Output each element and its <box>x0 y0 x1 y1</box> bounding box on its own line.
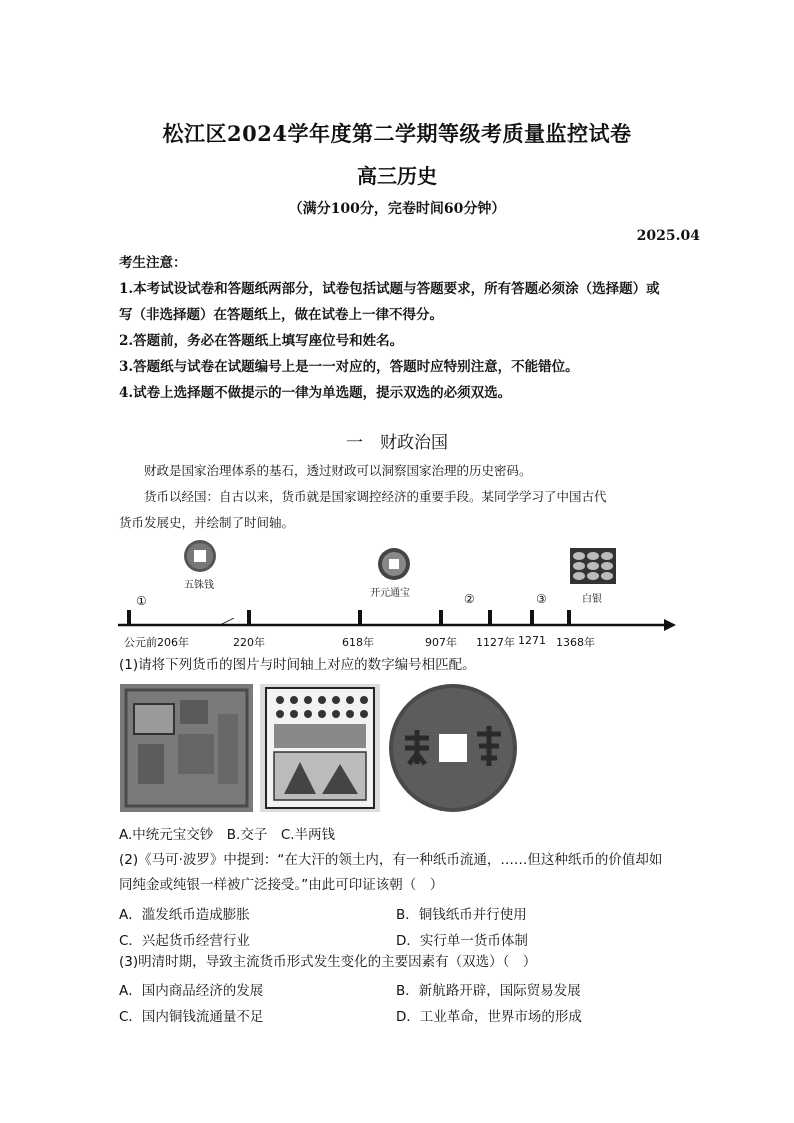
note-item: 1.本考试设试卷和答题纸两部分，试卷包括试题与答题要求，所有答题必须涂（选择题）或 <box>119 281 660 297</box>
section-title: 一 财政治国 <box>346 433 448 453</box>
paragraph-line: 货币以经国：自古以来，货币就是国家调控经济的重要手段。某同学学习了中国古代 <box>144 489 607 504</box>
q2-option-d[interactable]: D．实行单一货币体制 <box>396 933 528 949</box>
exam-date: 2025.04 <box>636 228 700 244</box>
question-1-prompt: (1)请将下列货币的图片与时间轴上对应的数字编号相匹配。 <box>119 657 476 673</box>
timeline-tick <box>247 610 251 626</box>
score-info: （满分100分，完卷时间60分钟） <box>288 201 506 217</box>
silver-ingots-icon <box>570 548 616 584</box>
wuzhu-coin-icon <box>180 538 220 574</box>
q3-option-c[interactable]: C．国内铜钱流通量不足 <box>119 1009 264 1025</box>
timeline-tick <box>439 610 443 626</box>
question-3-prompt: (3)明清时期，导致主流货币形式发生变化的主要因素有（双选）（ ） <box>119 954 537 970</box>
timeline-tick <box>358 610 362 626</box>
note-item: 2.答题前，务必在答题纸上填写座位号和姓名。 <box>119 333 404 349</box>
q3-option-a[interactable]: A．国内商品经济的发展 <box>119 983 264 999</box>
paragraph-line: 货币发展史，并绘制了时间轴。 <box>119 515 295 530</box>
timeline-marker-1: ① <box>136 594 147 608</box>
kaiyuan-coin-icon <box>376 546 412 582</box>
q2-option-c[interactable]: C．兴起货币经营行业 <box>119 933 250 949</box>
timeline-tick <box>127 610 131 626</box>
coin-label: 白银 <box>582 594 602 605</box>
timeline-tick-label: 1271 <box>518 634 546 647</box>
timeline-tick-label: 公元前206年 <box>124 636 189 649</box>
q3-option-b[interactable]: B．新航路开辟，国际贸易发展 <box>396 983 581 999</box>
q2-option-a[interactable]: A．滥发纸币造成膨胀 <box>119 907 250 923</box>
q3-option-d[interactable]: D．工业革命，世界市场的形成 <box>396 1009 582 1025</box>
timeline-axis <box>118 618 678 632</box>
timeline-tick-label: 1368年 <box>556 636 595 649</box>
timeline-marker-2: ② <box>464 592 475 606</box>
jiaozi-banknote-image <box>260 684 380 812</box>
coin-label: 开元通宝 <box>370 588 410 599</box>
timeline-tick-label: 1127年 <box>476 636 515 649</box>
note-item: 写（非选择题）在答题纸上，做在试卷上一律不得分。 <box>119 307 443 323</box>
subject-title: 高三历史 <box>357 164 437 188</box>
question-2-prompt: (2)《马可·波罗》中提到：“在大汗的领土内，有一种纸币流通，……但这种纸币的价值却如 <box>119 852 663 868</box>
banliang-coin-image <box>387 680 519 816</box>
question-1-options: A.中统元宝交钞 B.交子 C.半两钱 <box>119 827 336 843</box>
timeline-tick-label: 907年 <box>425 636 457 649</box>
note-item: 3.答题纸与试卷在试题编号上是一一对应的，答题时应特别注意，不能错位。 <box>119 359 579 375</box>
candidate-notes <box>119 250 679 406</box>
timeline-tick <box>567 610 571 626</box>
exam-title: 松江区2024学年度第二学期等级考质量监控试卷 <box>162 121 632 146</box>
note-item: 4.试卷上选择题不做提示的一律为单选题，提示双选的必须双选。 <box>119 385 512 401</box>
notes-heading: 考生注意： <box>119 255 187 271</box>
section-intro: 财政是国家治理体系的基石，透过财政可以洞察国家治理的历史密码。 <box>144 463 532 478</box>
timeline-tick <box>488 610 492 626</box>
timeline-tick <box>530 610 534 626</box>
timeline-tick-label: 618年 <box>342 636 374 649</box>
timeline-marker-3: ③ <box>536 592 547 606</box>
coin-label: 五铢钱 <box>184 580 214 591</box>
currency-timeline <box>118 538 678 650</box>
question-2-prompt-cont: 同纯金或纯银一样被广泛接受。”由此可印证该朝（ ） <box>119 877 444 893</box>
q2-option-b[interactable]: B．铜钱纸币并行使用 <box>396 907 527 923</box>
timeline-tick-label: 220年 <box>233 636 265 649</box>
zhongtong-banknote-image <box>120 684 253 812</box>
